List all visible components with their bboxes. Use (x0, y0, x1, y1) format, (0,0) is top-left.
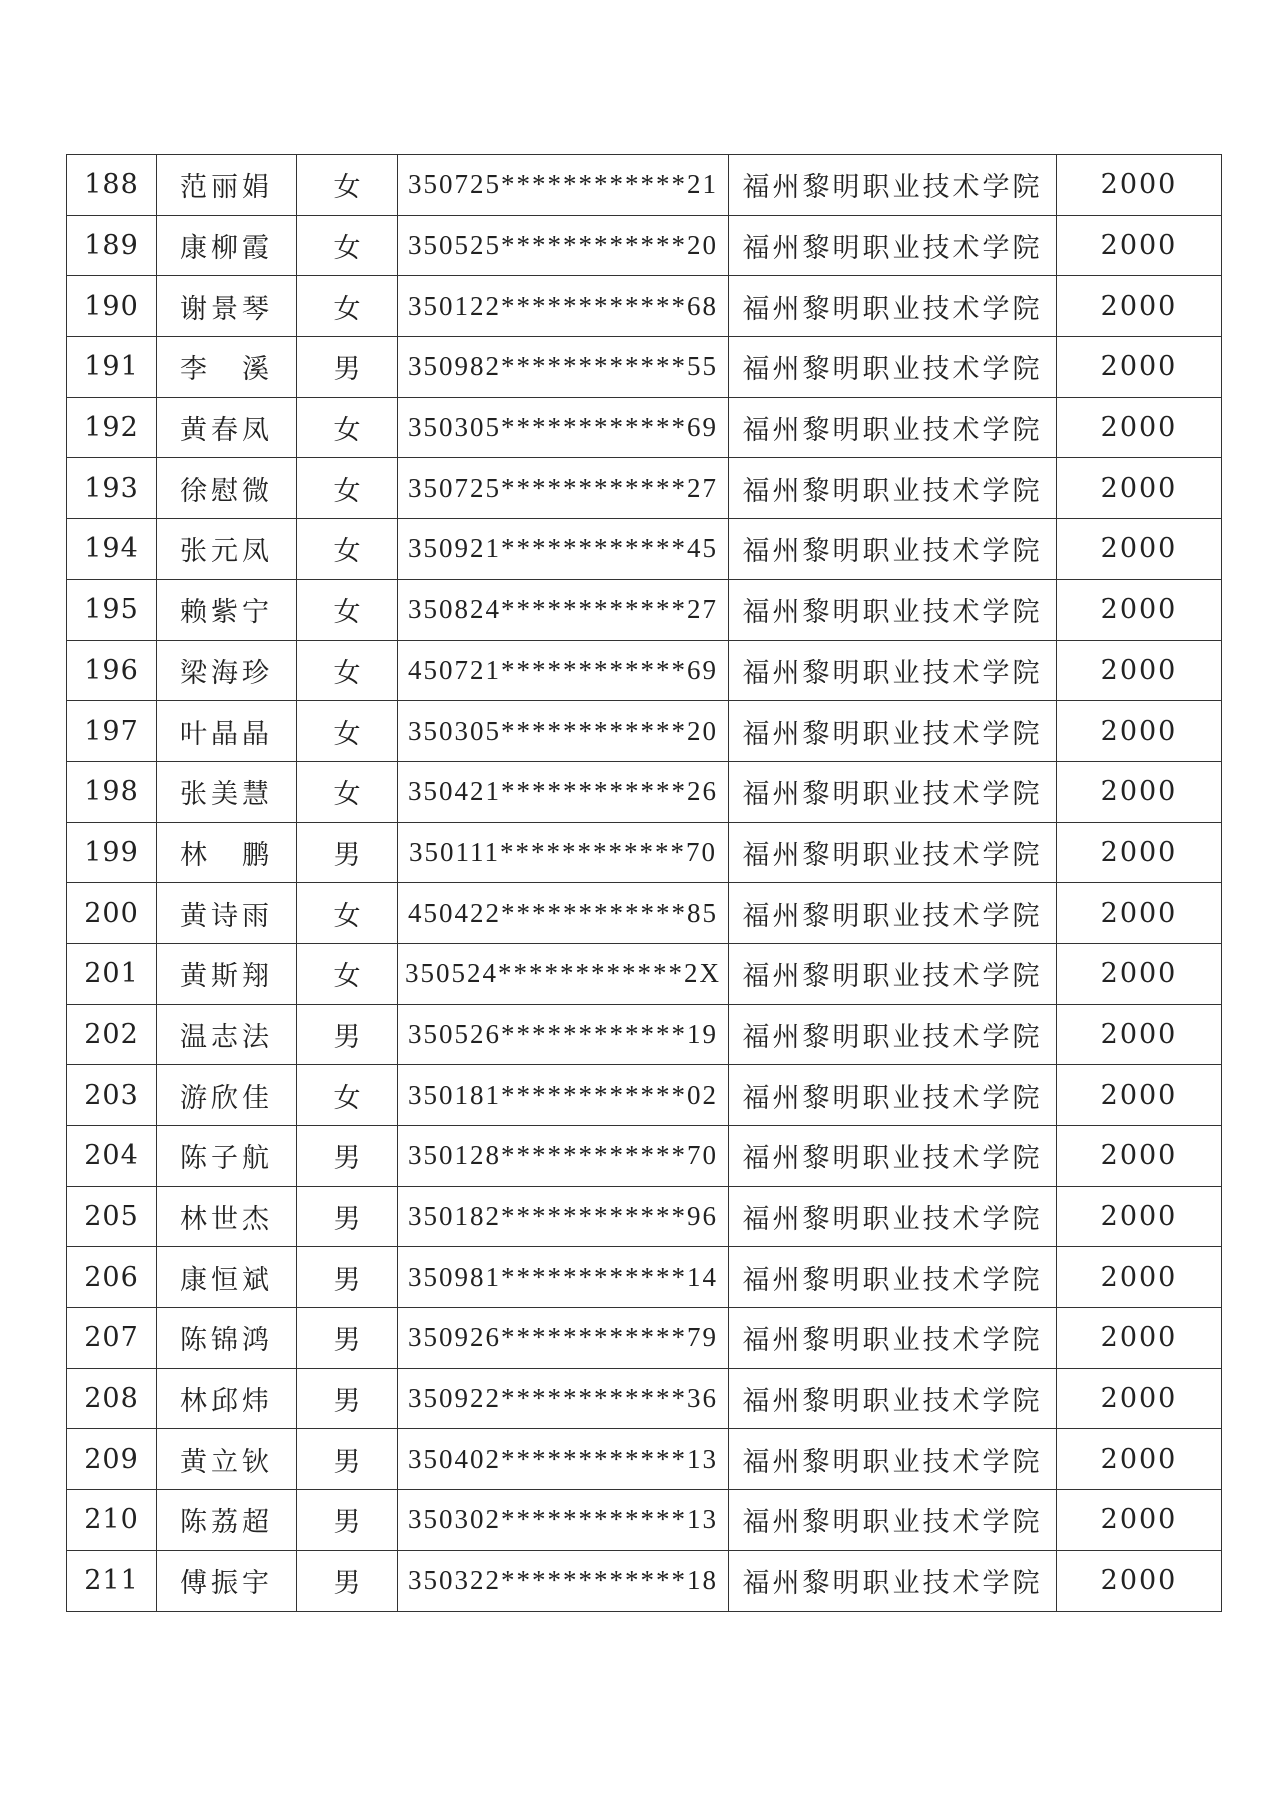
table-row (67, 1550, 1222, 1611)
student-name-cell: 黄诗雨 (157, 883, 297, 944)
gender-cell: 男 (297, 1429, 398, 1490)
table-row (67, 640, 1222, 701)
row-number-cell: 199 (67, 822, 157, 883)
table-row (67, 276, 1222, 337)
amount-cell: 2000 (1057, 1186, 1222, 1247)
school-cell: 福州黎明职业技术学院 (729, 519, 1057, 580)
school-cell: 福州黎明职业技术学院 (729, 883, 1057, 944)
id-number-cell: 350402************13 (398, 1429, 729, 1490)
gender-cell: 男 (297, 822, 398, 883)
id-number-cell: 350981************14 (398, 1247, 729, 1308)
student-name-cell: 张美慧 (157, 761, 297, 822)
amount-cell: 2000 (1057, 943, 1222, 1004)
id-number-cell: 350524************2X (398, 943, 729, 1004)
student-name-cell: 梁海珍 (157, 640, 297, 701)
gender-cell: 男 (297, 1004, 398, 1065)
gender-cell: 男 (297, 1247, 398, 1308)
amount-cell: 2000 (1057, 1126, 1222, 1187)
gender-cell: 女 (297, 155, 398, 216)
amount-cell: 2000 (1057, 337, 1222, 398)
table-row (67, 943, 1222, 1004)
amount-cell: 2000 (1057, 1429, 1222, 1490)
id-number-cell: 350421************26 (398, 761, 729, 822)
gender-cell: 女 (297, 276, 398, 337)
gender-cell: 女 (297, 519, 398, 580)
student-name-cell: 李 溪 (157, 337, 297, 398)
row-number-cell: 196 (67, 640, 157, 701)
amount-cell: 2000 (1057, 519, 1222, 580)
amount-cell: 2000 (1057, 883, 1222, 944)
school-cell: 福州黎明职业技术学院 (729, 579, 1057, 640)
table-row (67, 761, 1222, 822)
table-row (67, 1065, 1222, 1126)
school-cell: 福州黎明职业技术学院 (729, 337, 1057, 398)
id-number-cell: 350725************21 (398, 155, 729, 216)
id-number-cell: 450721************69 (398, 640, 729, 701)
row-number-cell: 190 (67, 276, 157, 337)
id-number-cell: 350526************19 (398, 1004, 729, 1065)
amount-cell: 2000 (1057, 397, 1222, 458)
gender-cell: 女 (297, 458, 398, 519)
table-body (67, 155, 1222, 1612)
school-cell: 福州黎明职业技术学院 (729, 822, 1057, 883)
student-name-cell: 陈子航 (157, 1126, 297, 1187)
student-name-cell: 陈锦鸿 (157, 1308, 297, 1369)
student-name-cell: 黄春凤 (157, 397, 297, 458)
row-number-cell: 193 (67, 458, 157, 519)
amount-cell: 2000 (1057, 155, 1222, 216)
student-name-cell: 黄斯翔 (157, 943, 297, 1004)
gender-cell: 男 (297, 1186, 398, 1247)
amount-cell: 2000 (1057, 761, 1222, 822)
id-number-cell: 350111************70 (398, 822, 729, 883)
row-number-cell: 211 (67, 1550, 157, 1611)
table-row (67, 1490, 1222, 1551)
id-number-cell: 350182************96 (398, 1186, 729, 1247)
student-name-cell: 林世杰 (157, 1186, 297, 1247)
school-cell: 福州黎明职业技术学院 (729, 1247, 1057, 1308)
student-name-cell: 谢景琴 (157, 276, 297, 337)
row-number-cell: 208 (67, 1368, 157, 1429)
id-number-cell: 350128************70 (398, 1126, 729, 1187)
student-name-cell: 陈荔超 (157, 1490, 297, 1551)
student-name-cell: 赖紫宁 (157, 579, 297, 640)
gender-cell: 女 (297, 215, 398, 276)
school-cell: 福州黎明职业技术学院 (729, 640, 1057, 701)
student-name-cell: 康恒斌 (157, 1247, 297, 1308)
student-name-cell: 林 鹏 (157, 822, 297, 883)
table-row (67, 458, 1222, 519)
gender-cell: 男 (297, 1308, 398, 1369)
gender-cell: 男 (297, 1490, 398, 1551)
gender-cell: 女 (297, 1065, 398, 1126)
table-row (67, 155, 1222, 216)
row-number-cell: 204 (67, 1126, 157, 1187)
student-name-cell: 张元凤 (157, 519, 297, 580)
id-number-cell: 350982************55 (398, 337, 729, 398)
row-number-cell: 201 (67, 943, 157, 1004)
amount-cell: 2000 (1057, 1004, 1222, 1065)
amount-cell: 2000 (1057, 579, 1222, 640)
id-number-cell: 350305************20 (398, 701, 729, 762)
row-number-cell: 207 (67, 1308, 157, 1369)
table-row (67, 701, 1222, 762)
row-number-cell: 202 (67, 1004, 157, 1065)
gender-cell: 男 (297, 1550, 398, 1611)
student-name-cell: 徐慰微 (157, 458, 297, 519)
school-cell: 福州黎明职业技术学院 (729, 1004, 1057, 1065)
table-row (67, 1308, 1222, 1369)
id-number-cell: 350302************13 (398, 1490, 729, 1551)
table-row (67, 337, 1222, 398)
gender-cell: 男 (297, 1126, 398, 1187)
table-row (67, 883, 1222, 944)
amount-cell: 2000 (1057, 822, 1222, 883)
student-name-cell: 游欣佳 (157, 1065, 297, 1126)
amount-cell: 2000 (1057, 276, 1222, 337)
table-row (67, 822, 1222, 883)
gender-cell: 女 (297, 640, 398, 701)
student-name-cell: 林邱炜 (157, 1368, 297, 1429)
amount-cell: 2000 (1057, 640, 1222, 701)
id-number-cell: 350926************79 (398, 1308, 729, 1369)
gender-cell: 女 (297, 943, 398, 1004)
school-cell: 福州黎明职业技术学院 (729, 215, 1057, 276)
school-cell: 福州黎明职业技术学院 (729, 943, 1057, 1004)
amount-cell: 2000 (1057, 1490, 1222, 1551)
amount-cell: 2000 (1057, 1308, 1222, 1369)
student-name-cell: 范丽娟 (157, 155, 297, 216)
table-row (67, 1186, 1222, 1247)
id-number-cell: 350322************18 (398, 1550, 729, 1611)
school-cell: 福州黎明职业技术学院 (729, 155, 1057, 216)
gender-cell: 男 (297, 1368, 398, 1429)
school-cell: 福州黎明职业技术学院 (729, 1126, 1057, 1187)
student-name-cell: 温志法 (157, 1004, 297, 1065)
table-row (67, 1004, 1222, 1065)
id-number-cell: 350122************68 (398, 276, 729, 337)
row-number-cell: 194 (67, 519, 157, 580)
school-cell: 福州黎明职业技术学院 (729, 701, 1057, 762)
id-number-cell: 350824************27 (398, 579, 729, 640)
table-row (67, 1126, 1222, 1187)
row-number-cell: 195 (67, 579, 157, 640)
table-row (67, 1368, 1222, 1429)
row-number-cell: 203 (67, 1065, 157, 1126)
school-cell: 福州黎明职业技术学院 (729, 761, 1057, 822)
id-number-cell: 350921************45 (398, 519, 729, 580)
school-cell: 福州黎明职业技术学院 (729, 276, 1057, 337)
table-row (67, 1429, 1222, 1490)
row-number-cell: 197 (67, 701, 157, 762)
student-name-cell: 康柳霞 (157, 215, 297, 276)
amount-cell: 2000 (1057, 701, 1222, 762)
gender-cell: 女 (297, 701, 398, 762)
student-subsidy-table (66, 154, 1222, 1612)
student-name-cell: 黄立钬 (157, 1429, 297, 1490)
amount-cell: 2000 (1057, 1368, 1222, 1429)
id-number-cell: 350305************69 (398, 397, 729, 458)
amount-cell: 2000 (1057, 1065, 1222, 1126)
student-name-cell: 傅振宇 (157, 1550, 297, 1611)
school-cell: 福州黎明职业技术学院 (729, 458, 1057, 519)
table-row (67, 519, 1222, 580)
row-number-cell: 209 (67, 1429, 157, 1490)
row-number-cell: 191 (67, 337, 157, 398)
school-cell: 福州黎明职业技术学院 (729, 1186, 1057, 1247)
gender-cell: 女 (297, 397, 398, 458)
amount-cell: 2000 (1057, 1550, 1222, 1611)
school-cell: 福州黎明职业技术学院 (729, 397, 1057, 458)
row-number-cell: 198 (67, 761, 157, 822)
table-row (67, 579, 1222, 640)
row-number-cell: 210 (67, 1490, 157, 1551)
id-number-cell: 350922************36 (398, 1368, 729, 1429)
school-cell: 福州黎明职业技术学院 (729, 1065, 1057, 1126)
id-number-cell: 350525************20 (398, 215, 729, 276)
gender-cell: 女 (297, 761, 398, 822)
amount-cell: 2000 (1057, 215, 1222, 276)
gender-cell: 男 (297, 337, 398, 398)
amount-cell: 2000 (1057, 458, 1222, 519)
row-number-cell: 205 (67, 1186, 157, 1247)
row-number-cell: 206 (67, 1247, 157, 1308)
gender-cell: 女 (297, 579, 398, 640)
id-number-cell: 350181************02 (398, 1065, 729, 1126)
amount-cell: 2000 (1057, 1247, 1222, 1308)
id-number-cell: 450422************85 (398, 883, 729, 944)
school-cell: 福州黎明职业技术学院 (729, 1429, 1057, 1490)
table-row (67, 1247, 1222, 1308)
gender-cell: 女 (297, 883, 398, 944)
row-number-cell: 192 (67, 397, 157, 458)
school-cell: 福州黎明职业技术学院 (729, 1490, 1057, 1551)
student-name-cell: 叶晶晶 (157, 701, 297, 762)
id-number-cell: 350725************27 (398, 458, 729, 519)
row-number-cell: 200 (67, 883, 157, 944)
school-cell: 福州黎明职业技术学院 (729, 1308, 1057, 1369)
table-row (67, 397, 1222, 458)
school-cell: 福州黎明职业技术学院 (729, 1550, 1057, 1611)
school-cell: 福州黎明职业技术学院 (729, 1368, 1057, 1429)
row-number-cell: 188 (67, 155, 157, 216)
row-number-cell: 189 (67, 215, 157, 276)
table-row (67, 215, 1222, 276)
